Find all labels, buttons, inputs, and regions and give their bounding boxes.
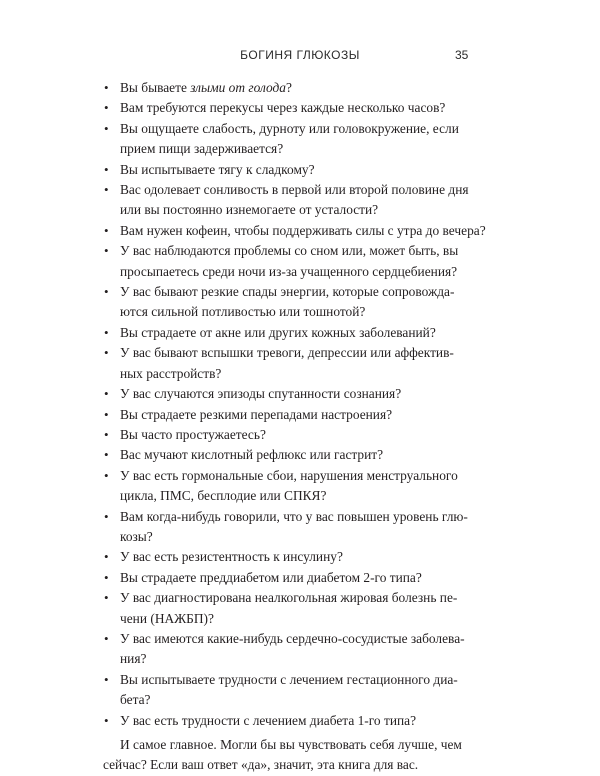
question-line: Вам нужен кофеин, чтобы поддерживать силы с утра до вечера? <box>120 222 486 238</box>
question-line: Вы испытываете тягу к сладкому? <box>120 161 315 177</box>
question-line: У вас бывают резкие спады энергии, которые сопровожда- <box>120 284 455 300</box>
closing-paragraph <box>103 735 488 776</box>
bullet-icon: • <box>104 426 109 442</box>
bullet-icon: • <box>104 386 109 402</box>
question-line: Вы бываете злыми от голода? <box>120 80 292 95</box>
question-item <box>103 98 488 118</box>
bullet-icon: • <box>104 243 109 259</box>
question-line: Вы испытываете трудности с лечением гестационного диа- <box>120 671 458 687</box>
bullet-icon: • <box>104 80 109 95</box>
question-line: У вас диагностирована неалкогольная жировая болезнь пе- <box>120 590 458 606</box>
question-item <box>103 588 488 629</box>
page-content <box>103 78 488 776</box>
question-item <box>103 547 488 567</box>
bullet-icon: • <box>104 569 109 585</box>
closing-line: сейчас? Если ваш ответ «да», значит, эта книга для вас. <box>103 757 419 773</box>
question-item <box>103 568 488 588</box>
bullet-icon: • <box>104 467 109 483</box>
book-title: БОГИНЯ ГЛЮКОЗЫ <box>240 48 360 62</box>
question-line: У вас есть гормональные сбои, нарушения менструального <box>120 467 458 483</box>
question-line: Вы часто простужаетесь? <box>120 426 266 442</box>
question-line: У вас наблюдаются проблемы со сном или, может быть, вы <box>120 243 459 259</box>
question-item <box>103 425 488 445</box>
question-line: просыпаетесь среди ночи из-за учащенного сердцебиения? <box>120 263 458 279</box>
question-line: ния? <box>120 651 147 667</box>
question-item <box>103 445 488 465</box>
bullet-icon: • <box>104 100 109 116</box>
bullet-icon: • <box>104 590 109 606</box>
question-line: У вас есть резистентность к инсулину? <box>120 549 343 565</box>
question-line: У вас бывают вспышки тревоги, депрессии или аффектив- <box>120 345 454 361</box>
bullet-icon: • <box>104 345 109 361</box>
question-line: бета? <box>120 692 151 708</box>
question-list <box>103 78 488 731</box>
bullet-icon: • <box>104 406 109 422</box>
running-head <box>0 46 600 64</box>
question-item <box>103 343 488 384</box>
bullet-icon: • <box>104 284 109 300</box>
bullet-icon: • <box>104 161 109 177</box>
question-line: ных расстройств? <box>120 365 222 381</box>
question-item <box>103 384 488 404</box>
emphasis-text: злыми от голода <box>190 80 286 95</box>
bullet-icon: • <box>104 447 109 463</box>
bullet-icon: • <box>104 222 109 238</box>
question-item <box>103 160 488 180</box>
question-line: цикла, ПМС, бесплодие или СПКЯ? <box>120 488 327 504</box>
question-item <box>103 711 488 731</box>
question-line: Вы ощущаете слабость, дурноту или головокружение, если <box>120 120 459 136</box>
closing-line: И самое главное. Могли бы вы чувствовать себя лучше, чем <box>120 737 462 752</box>
question-line: Вы страдаете от акне или других кожных заболеваний? <box>120 324 436 340</box>
question-item <box>103 119 488 160</box>
bullet-icon: • <box>104 120 109 136</box>
question-item <box>103 507 488 548</box>
bullet-icon: • <box>104 508 109 524</box>
question-item <box>103 221 488 241</box>
question-item <box>103 405 488 425</box>
bullet-icon: • <box>104 712 109 728</box>
question-item <box>103 629 488 670</box>
question-line: Вас мучают кислотный рефлюкс или гастрит? <box>120 447 384 463</box>
question-item <box>103 323 488 343</box>
question-item <box>103 466 488 507</box>
question-line: или вы постоянно изнемогаете от усталости? <box>120 202 379 218</box>
bullet-icon: • <box>104 671 109 687</box>
question-line: прием пищи задерживается? <box>120 141 284 157</box>
question-line: козы? <box>120 528 153 544</box>
bullet-icon: • <box>104 182 109 198</box>
question-item <box>103 180 488 221</box>
question-line: У вас есть трудности с лечением диабета 1-го типа? <box>120 712 417 728</box>
question-line: Вы страдаете резкими перепадами настроения? <box>120 406 393 422</box>
bullet-icon: • <box>104 324 109 340</box>
question-line: Вам требуются перекусы через каждые несколько часов? <box>120 100 446 116</box>
question-item <box>103 241 488 282</box>
question-line: У вас имеются какие-нибудь сердечно-сосудистые заболева- <box>120 630 465 646</box>
question-item <box>103 78 488 98</box>
question-line: ются сильной потливостью или тошнотой? <box>120 304 366 320</box>
question-line: чени (НАЖБП)? <box>120 610 214 626</box>
question-item <box>103 670 488 711</box>
bullet-icon: • <box>104 630 109 646</box>
bullet-icon: • <box>104 549 109 565</box>
question-line: У вас случаются эпизоды спутанности сознания? <box>120 386 402 402</box>
question-line: Вы страдаете преддиабетом или диабетом 2-го типа? <box>120 569 422 585</box>
question-line: Вам когда-нибудь говорили, что у вас повышен уровень глю- <box>120 508 468 524</box>
question-item <box>103 282 488 323</box>
page-number: 35 <box>455 48 469 62</box>
question-line: Вас одолевает сонливость в первой или второй половине дня <box>120 182 469 198</box>
